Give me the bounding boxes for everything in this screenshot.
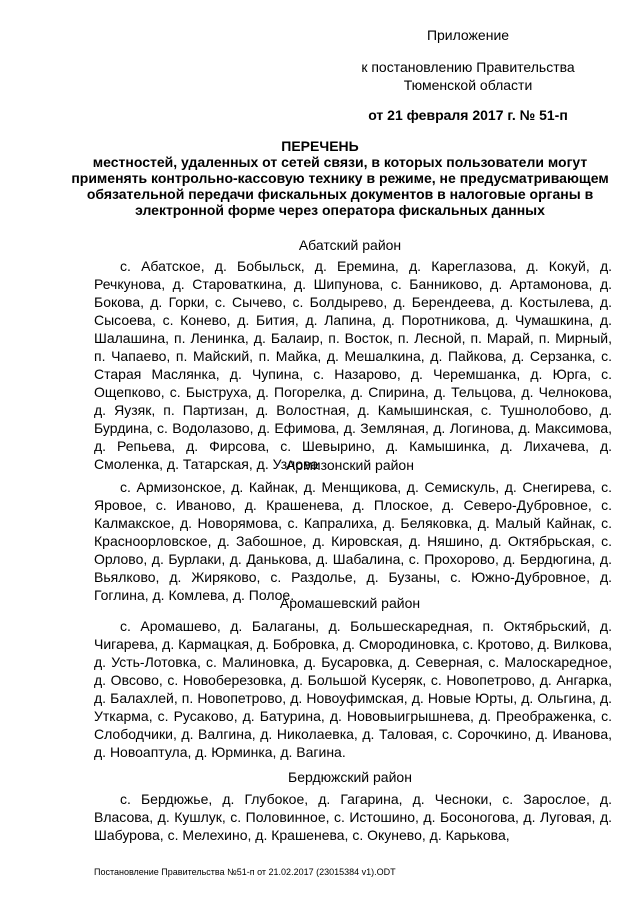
locality-list: с. Аромашево, д. Балаганы, д. Большескаредная, п. Октябрьский, д. Чигарева, д. Кармацкая, д. Бобровка, д. Смородиновка, с. Кротово, д. Вилкова, д. Усть-Лотовка, с. Малиновка, д. Бусаровка, д. Северная, с. Малоскаредное, д. Овсово, с. Новоберезовка, д. Большой Кусеряк, с. Новопетрово, д. Ангарка, д. Балахлей, п. Новопетрово, д. Новоуфимская, д. Новые Юрты, д. Ольгина, д. Уткарма, с. Русаково, д. Батурина, д. Нововыигрышнева, д. Преображенка, с. Слободчики, д. Валгина, д. Николаевка, д. Таловая, с. Сорочкино, д. Иванова, д. Новоаптула, д. Юрминка, д. Вагина. — [94, 618, 612, 760]
locality-list: с. Армизонское, д. Кайнак, д. Менщикова, д. Семискуль, д. Снегирева, с. Яровое, с. Иваново, д. Крашенева, д. Плоское, д. Северо-Дубровное, с. Калмакское, д. Новорямова, с. Капралиха, д. Беляковка, д. Малый Кайнак, с. Красноорловское, д. Забошное, д. Кировская, д. Няшино, д. Октябрьская, с. Орлово, д. Бурлаки, д. Данькова, д. Шабалина, с. Прохорово, д. Бердюгина, д. Вьялково, д. Жиряково, с. Раздолье, д. Бузаны, с. Южно-Дубровное, д. Гоглина, д. Комлева, д. Полое. — [94, 479, 612, 603]
document-title: ПЕРЕЧЕНЬ — [281, 138, 359, 154]
locality-list: с. Абатское, д. Бобыльск, д. Еремина, д. Кареглазова, д. Кокуй, д. Речкунова, д. Староваткина, д. Шипунова, с. Банниково, д. Артамонова, д. Бокова, д. Горки, с. Сычево, с. Болдырево, д. Берендеева, д. Костылева, д. Сысоева, с. Конево, д. Бития, д. Лапина, д. Поротникова, д. Чумашкина, д. Шалашина, п. Ленинка, д. Балаир, п. Восток, п. Лесной, п. Марай, п. Мирный, п. Чапаево, п. Майский, п. Майка, д. Мешалкина, д. Пайкова, д. Серзанка, с. Старая Маслянка, д. Чупина, с. Назарово, д. Черемшанка, д. Юрга, с. Ощепково, с. Быструха, д. Погорелка, д. Спирина, д. Тельцова, д. Челнокова, д. Яузяк, п. Партизан, д. Волостная, д. Камышинская, с. Тушнолобово, д. Бурдина, с. Водолазово, д. Ефимова, д. Земляная, д. Логинова, д. Максимова, д. Репьева, д. Фирсова, с. Шевырино, д. Камышинка, д. Лихачева, д. Смоленка, д. Татарская, д. Узлова — [94, 258, 612, 472]
document-subtitle: местностей, удаленных от сетей связи, в которых пользователи могут применять контрольно-кассовую технику в режиме, не предусматривающем обязательной передачи фискальных документов в налоговые органы в электронной форме через оператора фискальных данных — [71, 154, 609, 218]
district-title: Аромашевский район — [279, 595, 421, 611]
annex-header — [348, 26, 588, 124]
resolution-reference: к постановлению Правительства — [361, 59, 575, 75]
region-name: Тюменской области — [403, 77, 533, 93]
document-footer: Постановление Правительства №51-п от 21.02.2017 (23015384 v1).ODT — [94, 867, 396, 877]
district-title: Абатский район — [298, 237, 402, 253]
district-title: Армизонский район — [286, 457, 414, 473]
locality-list: с. Бердюжье, д. Глубокое, д. Гагарина, д. Чесноки, с. Зарослое, д. Власова, д. Кушлук, с. Половинное, с. Истошино, д. Босоногова, д. Луговая, д. Шабурова, с. Мелехино, д. Крашенева, с. Окунево, д. Карькова, — [94, 791, 612, 843]
annex-label: Приложение — [426, 27, 510, 43]
resolution-date-number: от 21 февраля 2017 г. № 51-п — [368, 107, 568, 123]
district-title: Бердюжский район — [288, 769, 412, 785]
